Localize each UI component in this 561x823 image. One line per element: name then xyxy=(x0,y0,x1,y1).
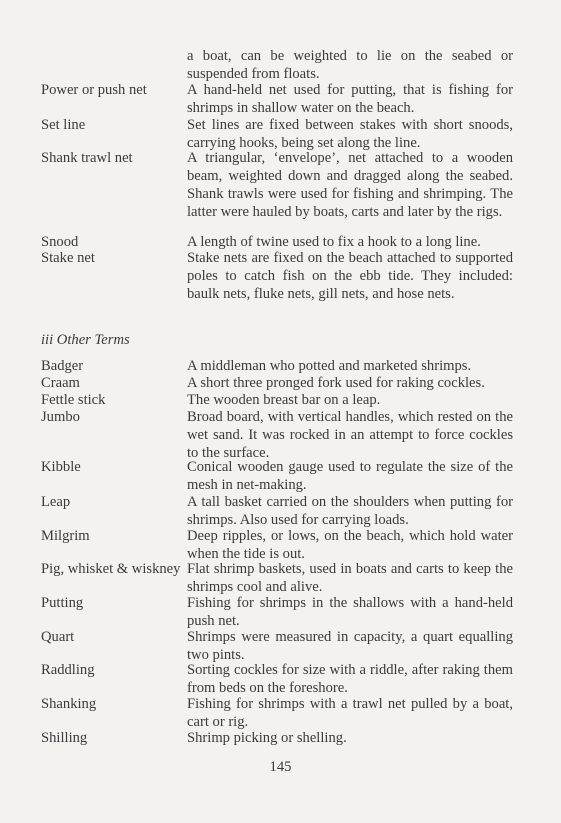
term-badger: Badger xyxy=(41,358,84,374)
definition-quart: Shrimps were measured in capacity, a quart equalling two pints. xyxy=(187,629,513,663)
term-shanking: Shanking xyxy=(41,696,97,712)
definition-set-line: Set lines are fixed between stakes with short snoods, carrying hooks, being set along the line. xyxy=(187,117,513,151)
term-kibble: Kibble xyxy=(41,459,81,475)
definition-shanking: Fishing for shrimps with a trawl net pulled by a boat, cart or rig. xyxy=(187,696,513,730)
continuation-text: a boat, can be weighted to lie on the seabed or suspended from floats. xyxy=(187,48,513,82)
term-snood: Snood xyxy=(41,234,79,250)
term-raddling: Raddling xyxy=(41,662,95,678)
page-number: 145 xyxy=(269,759,292,775)
term-pig-whisket-wiskney: Pig, whisket & wiskney xyxy=(41,561,181,577)
term-set-line: Set line xyxy=(41,117,86,133)
term-quart: Quart xyxy=(41,629,75,645)
definition-leap: A tall basket carried on the shoulders when putting for shrimps. Also used for carrying loads. xyxy=(187,494,513,528)
term-jumbo: Jumbo xyxy=(41,409,80,425)
definition-power-or-push-net: A hand-held net used for putting, that is fishing for shrimps in shallow water on the beach. xyxy=(187,82,513,116)
definition-fettle-stick: The wooden breast bar on a leap. xyxy=(187,392,381,408)
definition-badger: A middleman who potted and marketed shrimps. xyxy=(187,358,472,374)
term-fettle-stick: Fettle stick xyxy=(41,392,106,408)
definition-milgrim: Deep ripples, or lows, on the beach, which hold water when the tide is out. xyxy=(187,528,513,562)
term-putting: Putting xyxy=(41,595,84,611)
definition-kibble: Conical wooden gauge used to regulate the size of the mesh in net-making. xyxy=(187,459,513,493)
term-craam: Craam xyxy=(41,375,80,391)
term-stake-net: Stake net xyxy=(41,250,95,266)
definition-putting: Fishing for shrimps in the shallows with a hand-held push net. xyxy=(187,595,513,629)
definition-craam: A short three pronged fork used for raking cockles. xyxy=(187,375,485,391)
section-heading: iii Other Terms xyxy=(41,332,130,348)
term-leap: Leap xyxy=(41,494,71,510)
definition-snood: A length of twine used to fix a hook to a long line. xyxy=(187,234,481,250)
term-shilling: Shilling xyxy=(41,730,88,746)
definition-shilling: Shrimp picking or shelling. xyxy=(187,730,347,746)
definition-jumbo: Broad board, with vertical handles, which rested on the wet sand. It was rocked in an attempt to force cockles to the surface. xyxy=(187,409,513,461)
term-shank-trawl-net: Shank trawl net xyxy=(41,150,133,166)
term-power-or-push-net: Power or push net xyxy=(41,82,147,98)
definition-shank-trawl-net: A triangular, ‘envelope’, net attached to a wooden beam, weighted down and dragged along the seabed. Shank trawls were used for fishing and shrimping. The latter were hauled by boats, carts and later by the rigs. xyxy=(187,150,513,220)
definition-pig-whisket-wiskney: Flat shrimp baskets, used in boats and carts to keep the shrimps cool and alive. xyxy=(187,561,513,595)
definition-stake-net: Stake nets are fixed on the beach attached to supported poles to catch fish on the ebb tide. They included: baulk nets, fluke nets, gill nets, and hose nets. xyxy=(187,250,513,302)
definition-raddling: Sorting cockles for size with a riddle, after raking them from beds on the foreshore. xyxy=(187,662,513,696)
term-milgrim: Milgrim xyxy=(41,528,90,544)
